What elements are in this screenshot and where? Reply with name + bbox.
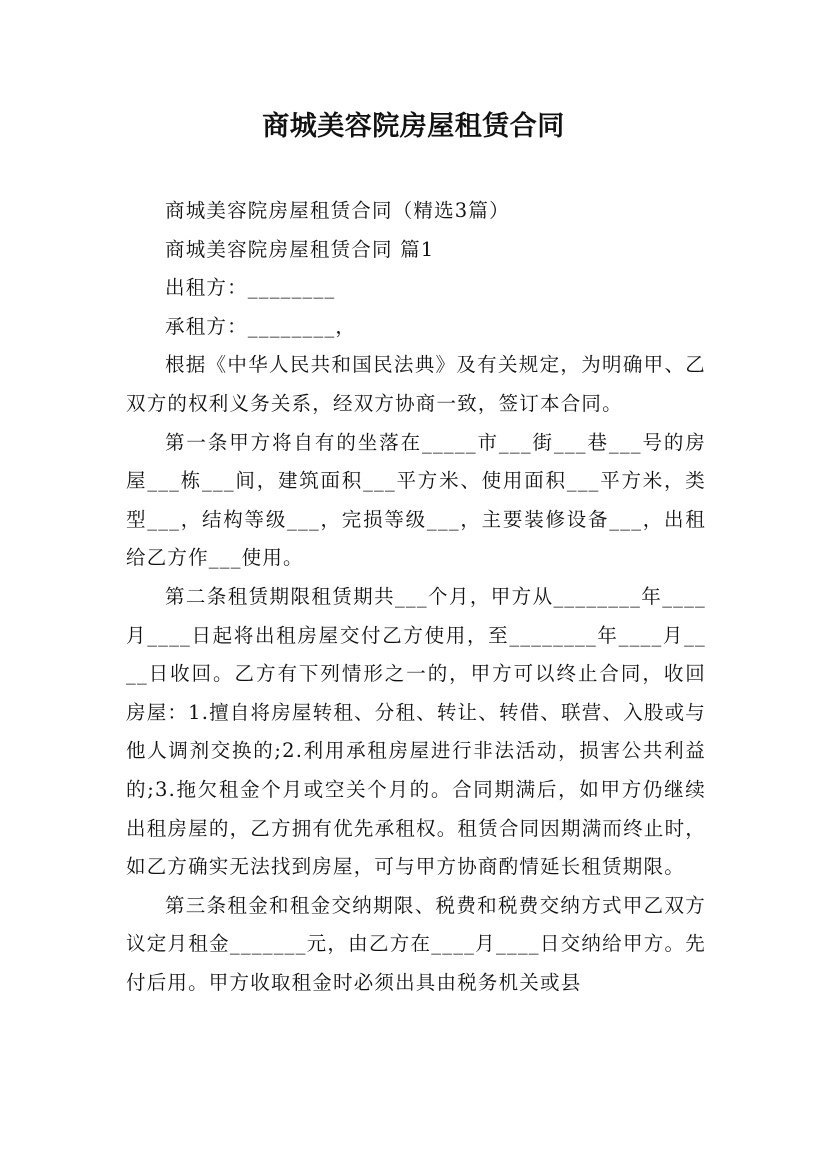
paragraph-subtitle: 商城美容院房屋租赁合同（精选3篇）: [165, 199, 510, 222]
document-title: 商城美容院房屋租赁合同: [262, 111, 565, 142]
document-body: [126, 192, 706, 1002]
paragraph-article-1: 第一条甲方将自有的坐落在_____市___街___巷___号的房屋___栋___间，建筑面积___平方米、使用面积___平方米，类型___，结构等级___，完损等级___，主要装修设备___，出租给乙方作___使用。: [126, 430, 706, 570]
paragraph-article-3: 第三条租金和租金交纳期限、税费和税费交纳方式甲乙双方议定月租金_______元，由乙方在____月____日交纳给甲方。先付后用。甲方收取租金时必须出具由税务机关或县: [126, 893, 706, 994]
paragraph-lessor: 出租方：________: [165, 276, 336, 300]
paragraph-section-heading: 商城美容院房屋租赁合同 篇1: [165, 237, 435, 261]
paragraph-preamble: 根据《中华人民共和国民法典》及有关规定，为明确甲、乙双方的权利义务关系，经双方协商一致，签订本合同。: [126, 353, 706, 415]
paragraph-lessee: 承租方：________，: [165, 314, 357, 338]
paragraph-article-2: 第二条租赁期限租赁期共___个月，甲方从________年____月____日起将出租房屋交付乙方使用，至________年____月____日收回。乙方有下列情形之一的，甲方可以终止合同，收回房屋：1.擅自将房屋转租、分租、转让、转借、联营、入股或与他人调剂交换的;2.利用承租房屋进行非法活动，损害公共利益的;3.拖欠租金个月或空关个月的。合同期满后，如甲方仍继续出租房屋的，乙方拥有优先承租权。租赁合同因期满而终止时，如乙方确实无法找到房屋，可与甲方协商酌情延长租赁期限。: [126, 584, 706, 879]
